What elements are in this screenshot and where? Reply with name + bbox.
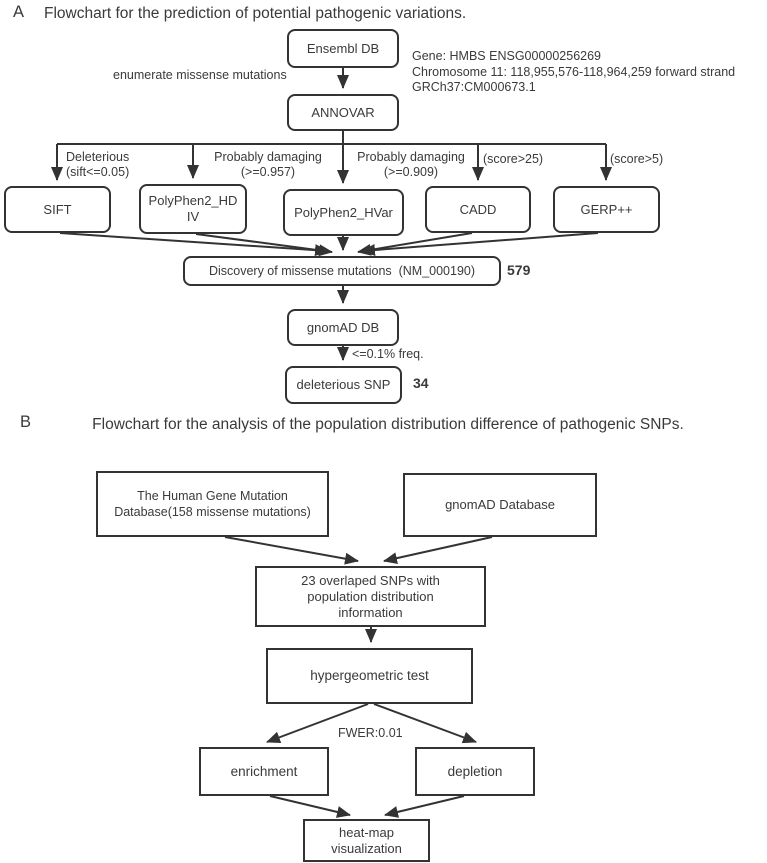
node-polyphen2-hdiv	[139, 184, 247, 234]
edge-label-enumerate: enumerate missense mutations	[113, 68, 287, 82]
edge-label-fwer: FWER:0.01	[338, 726, 403, 740]
deleterious-snp-count: 34	[413, 375, 429, 391]
edge-depletion-heatmap	[385, 796, 464, 815]
discovery-count: 579	[507, 262, 531, 278]
edge-label-freq: <=0.1% freq.	[352, 347, 424, 361]
node-annovar	[287, 94, 399, 131]
node-heatmap-visualization	[303, 819, 430, 862]
node-heatmap-visualization-label: heat-map visualization	[331, 824, 402, 856]
node-cadd	[425, 186, 531, 233]
node-polyphen2-hvar	[283, 189, 404, 236]
node-gerp-label: GERP++	[580, 201, 633, 217]
gene-annotation-line2: Chromosome 11: 118,955,576-118,964,259 forward strand	[412, 64, 736, 79]
section-b-title: Flowchart for the analysis of the population distribution difference of pathogenic SNPs.	[92, 416, 684, 433]
gene-annotation-line3: GRCh37:CM000673.1	[412, 80, 536, 94]
gene-annotation-line1: Gene: HMBS ENSG00000256269	[412, 49, 602, 63]
edge-gnomadb-overlap	[384, 537, 492, 561]
node-gnomad-db-label: gnomAD DB	[306, 319, 380, 335]
section-a-title: Flowchart for the prediction of potential pathogenic variations.	[44, 5, 467, 22]
edge-label-cadd: (score>25)	[483, 152, 544, 166]
node-enrichment-label: enrichment	[230, 763, 298, 779]
node-sift-label: SIFT	[43, 201, 72, 217]
edge-label-gerp: (score>5)	[610, 152, 664, 166]
node-deleterious-snp	[285, 366, 402, 404]
node-depletion-label: depletion	[447, 763, 503, 779]
node-polyphen2-hvar-label: PolyPhen2_HVar	[294, 204, 393, 220]
node-discovery	[183, 256, 501, 286]
gene-annotation	[412, 49, 735, 96]
node-gerp	[553, 186, 660, 233]
node-gnomad-db	[287, 309, 399, 346]
node-discovery-label: Discovery of missense mutations (NM_000190)	[208, 264, 476, 278]
edge-annovar-branch	[57, 131, 606, 144]
node-overlap-snps-label: 23 overlaped SNPs with population distribution information	[301, 572, 440, 620]
node-overlap-snps	[255, 566, 486, 627]
node-annovar-label: ANNOVAR	[311, 104, 375, 120]
node-hgmd-label: The Human Gene Mutation Database(158 missense mutations)	[114, 489, 311, 519]
node-polyphen2-hdiv-label: PolyPhen2_HDIV	[148, 193, 238, 224]
node-depletion	[415, 747, 535, 796]
node-ensembl-db	[287, 29, 399, 68]
edge-hgmd-overlap	[225, 537, 358, 561]
edge-label-hvar: Probably damaging (>=0.909)	[357, 150, 465, 179]
node-hypergeometric-test-label: hypergeometric test	[310, 668, 429, 683]
node-ensembl-db-label: Ensembl DB	[306, 40, 380, 56]
section-b-label: B	[20, 413, 32, 431]
node-gnomad-database	[403, 473, 597, 537]
node-enrichment	[199, 747, 329, 796]
edge-label-sift: Deleterious (sift<=0.05)	[66, 150, 130, 179]
node-sift	[4, 186, 111, 233]
node-cadd-label: CADD	[459, 201, 497, 217]
edge-label-hdiv: Probably damaging (>=0.957)	[214, 150, 322, 179]
node-deleterious-snp-label: deleterious SNP	[296, 377, 391, 392]
section-a-label: A	[13, 3, 25, 21]
edge-enrichment-heatmap	[270, 796, 350, 815]
node-hgmd	[96, 471, 329, 537]
node-hypergeometric-test	[266, 648, 473, 704]
node-gnomad-database-label: gnomAD Database	[445, 497, 555, 512]
